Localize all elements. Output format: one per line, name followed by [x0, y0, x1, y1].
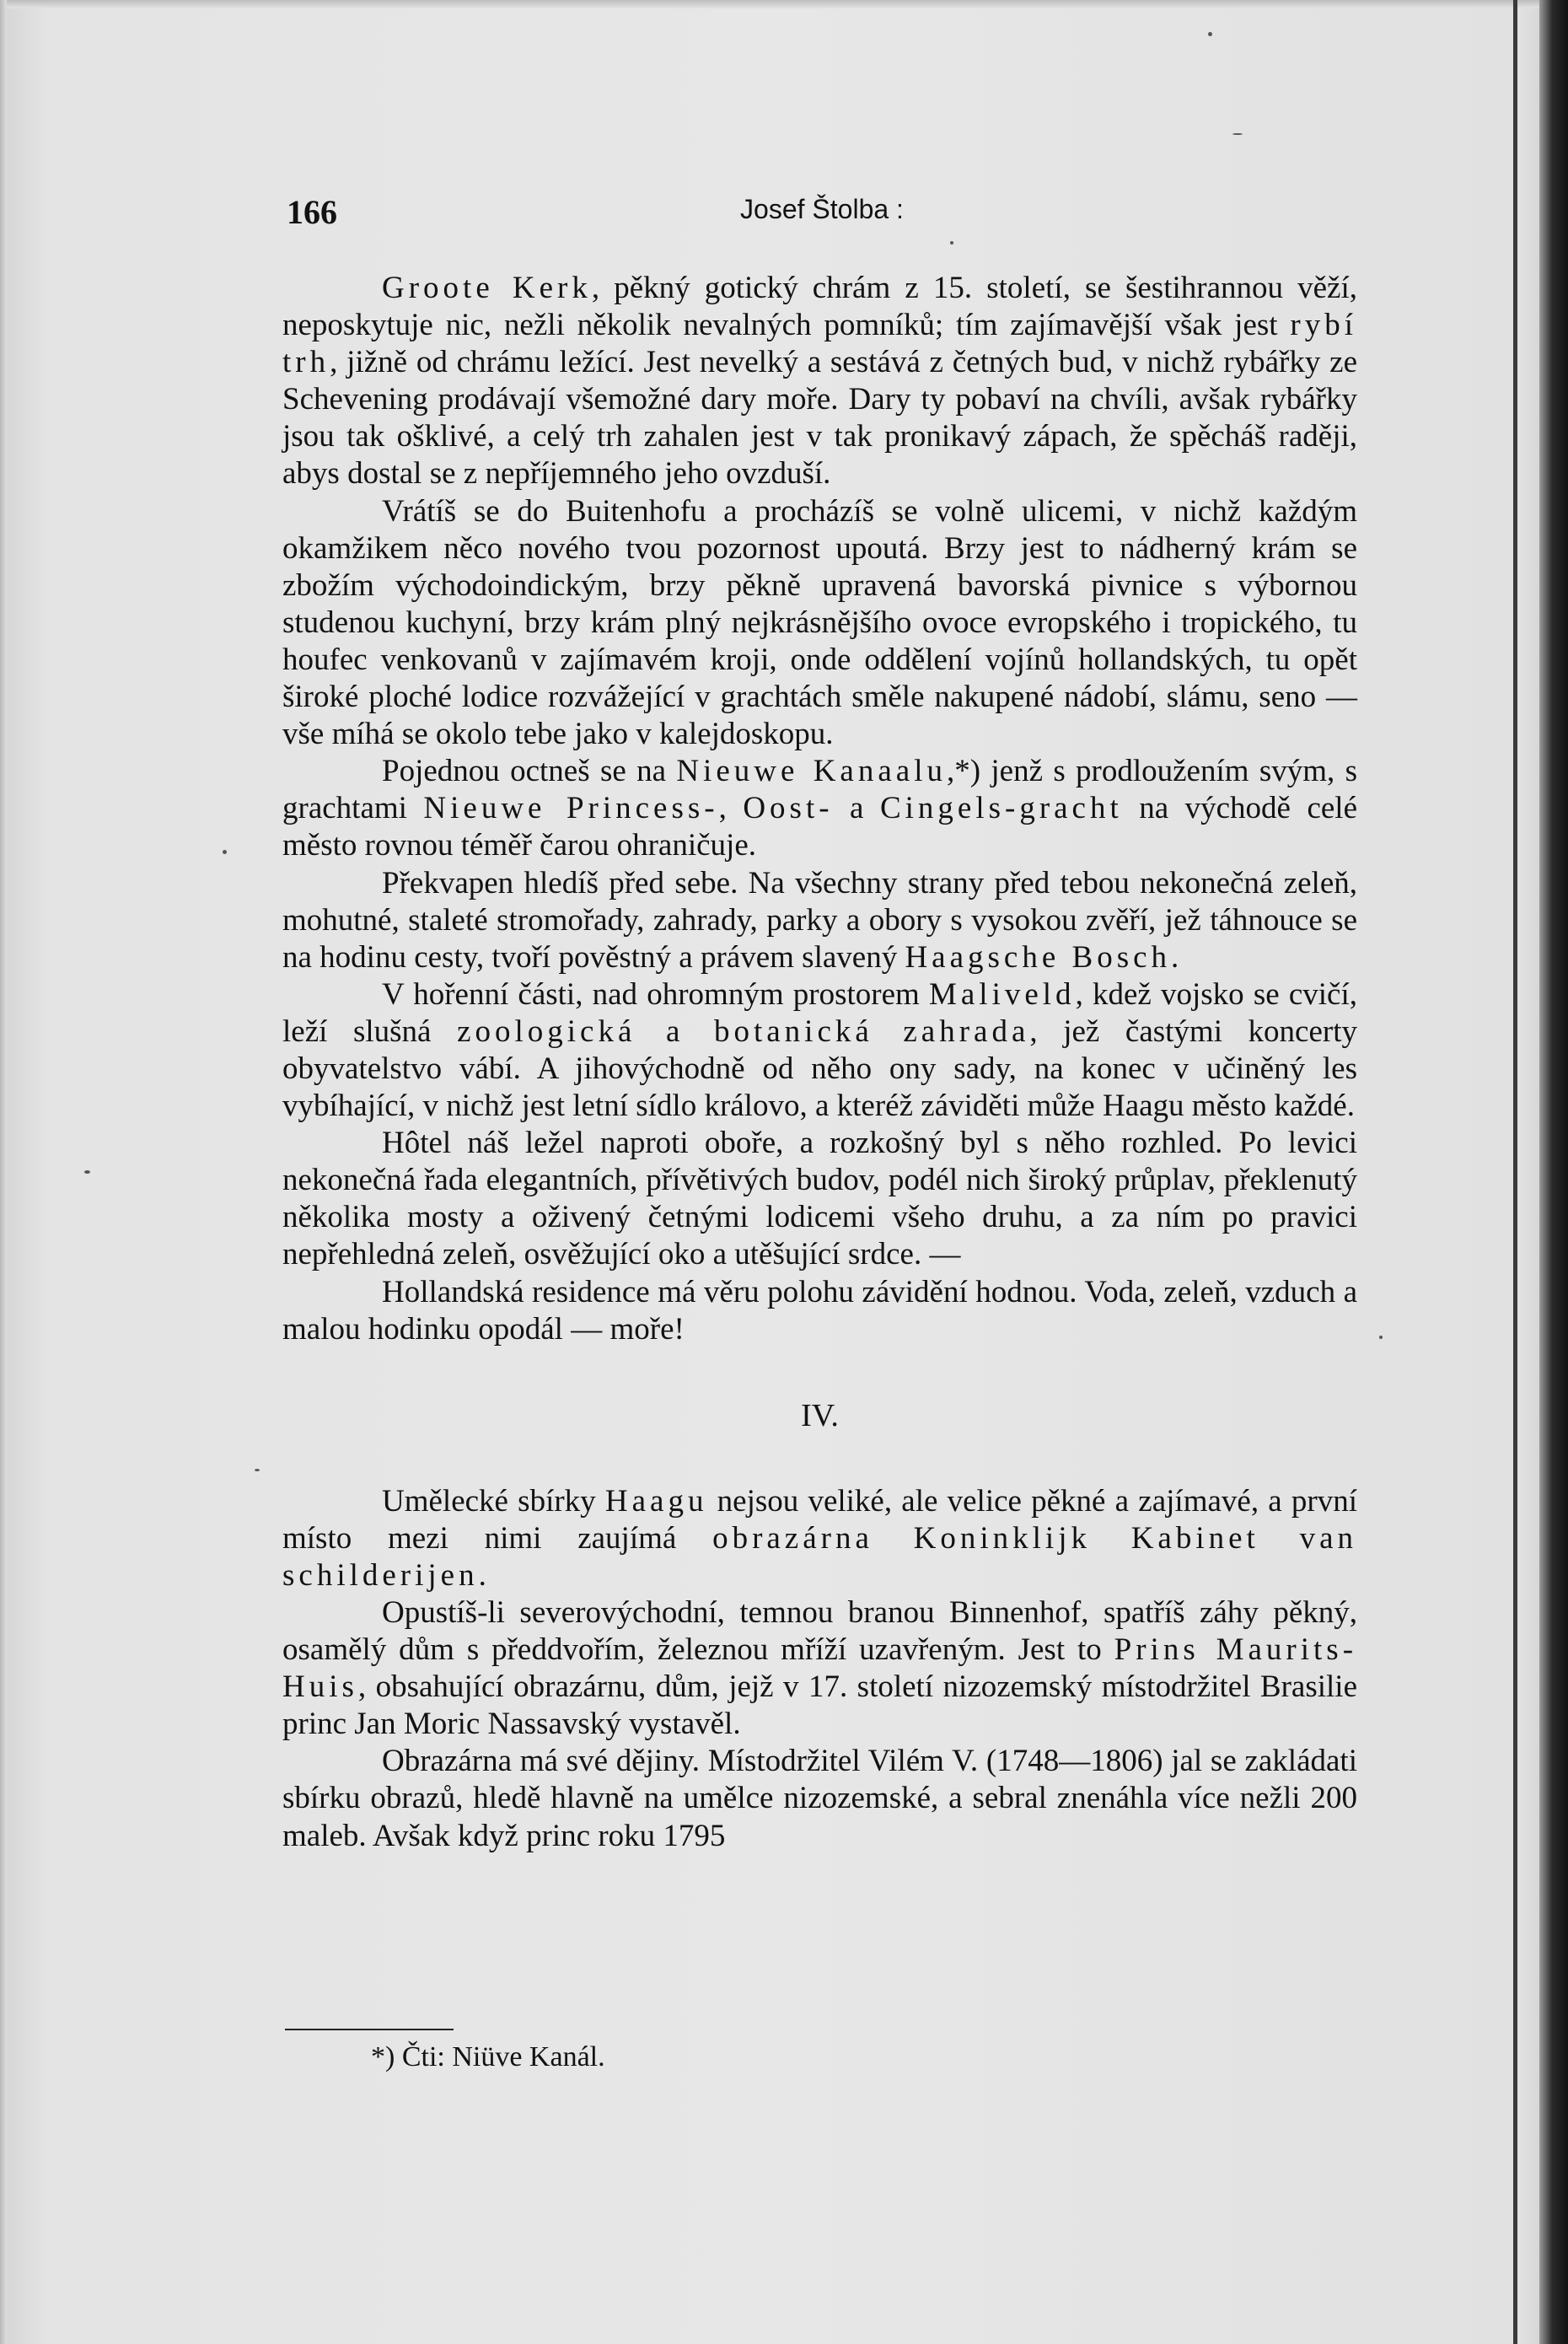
text-run: nejsou veliké, ale velice pěkné a zajímavé, a první místo mezi nimi zaujímá	[282, 1483, 1357, 1556]
paragraph	[282, 976, 1357, 1125]
body-text	[282, 270, 1357, 1855]
text-run: Obrazárna má své dějiny. Místodržitel Vilém V. (1748—1806) jal se zakládati sbírku obrazů, hledě hlavně na umělce nizozemské, a sebral znenáhla více nežli 200 maleb. Avšak když princ roku 1795	[282, 1744, 1357, 1853]
paragraph	[282, 1125, 1357, 1273]
page-left-shadow	[0, 0, 7, 2344]
footnote: *) Čti: Niüve Kanál.	[371, 2041, 605, 2073]
text-run: .	[478, 1557, 486, 1593]
section-numeral: IV.	[801, 1397, 839, 1433]
paragraph	[282, 493, 1357, 754]
text-run: , pěkný gotický chrám z 15. století, se šestihrannou věží, neposkytuje nic, nežli několik nevalných pomníků; tím zajímavější však jest	[282, 271, 1357, 343]
spaced-emphasis: Nieuwe Princess-	[423, 791, 719, 826]
speck	[1208, 32, 1212, 36]
spaced-emphasis: obrazárna Koninklijk Kabinet van schilderijen	[282, 1520, 1358, 1593]
text-run: , kdež vojsko se cvičí, leží slušná	[282, 976, 1357, 1049]
page-header	[287, 192, 1357, 243]
text-run: Pojednou octneš se na	[382, 754, 677, 789]
text-run: .	[1171, 939, 1179, 975]
text-run: Překvapen hledíš před sebe. Na všechny strany před tebou nekonečná zeleň, mohutné, staleté stromořady, zahrady, parky a obory s vysokou zvěří, jež táhnouce se na hodinu cesty, tvoří pověstný a právem slavený	[282, 865, 1357, 975]
spaced-emphasis: Prins Maurits-Huis	[282, 1632, 1358, 1705]
speck	[1379, 1336, 1383, 1339]
text-run: , jižně od chrámu ležící. Jest nevelký a sestává z četných bud, v nichž rybářky ze Schevening prodávají všemožné dary moře. Dary ty pobaví na chvíli, avšak rybářky jsou tak ošklivé, a celý trh zahalen jest v tak pronikavý zápach, že spěcháš raději, abys dostal se z nepříjemného jeho ovzduší.	[282, 345, 1357, 492]
spaced-emphasis: zoologická a botanická zahrada	[457, 1013, 1030, 1049]
text-run: , obsahující obrazárnu, dům, jejž v 17. století nizozemský místodržitel Brasilie princ Jan Moric Nassavský vystavěl.	[282, 1669, 1357, 1742]
text-run: ,	[718, 791, 744, 826]
text-run: Opustíš-li severovýchodní, temnou branou Binnenhof, spatříš záhy pěkný, osamělý dům s předdvořím, železnou mříží uzavřeným. Jest to	[282, 1595, 1357, 1668]
text-run: , jež častými koncerty obyvatelstvo vábí. A jihovýchodně od něho ony sady, na konec v učiněný les vybíhající, v nichž jest letní sídlo královo, a kteréž záviděti může Haagu město každé.	[282, 1013, 1358, 1124]
spaced-emphasis: Haagsche Bosch	[905, 939, 1172, 975]
paragraph	[282, 1483, 1357, 1594]
speck	[223, 850, 227, 854]
text-run: Hôtel náš ležel naproti oboře, a rozkošný byl s něho rozhled. Po levici nekonečná řada elegantních, přívětivých budov, podél nich široký průplav, překlenutý několika mosty a oživený četnými lodicemi všeho druhu, a za ním po pravici nepřehledná zeleň, osvěžující oko a utěšující srdce. —	[282, 1126, 1357, 1272]
text-run: Vrátíš se do Buitenhofu a procházíš se volně ulicemi, v nichž každým okamžikem něco nového tvou pozornost upoutá. Brzy jest to nádherný krám se zbožím východoindickým, brzy pěkně upravená bavorská pivnice s výbornou studenou kuchyní, brzy krám plný nejkrásnějšího ovoce evropského i tropického, tu houfec venkovanů v zajímavém kroji, onde oddělení vojínů hollandských, tu opět široké ploché lodice rozvážející v grachtách směle nakupené nádobí, slámu, seno — vše míhá se okolo tebe jako v kalejdoskopu.	[282, 493, 1357, 752]
speck	[1232, 133, 1243, 135]
paragraph	[282, 1743, 1357, 1854]
speck	[255, 1469, 260, 1471]
spaced-emphasis: Groote Kerk	[382, 271, 592, 305]
paragraph	[282, 1274, 1357, 1348]
spaced-emphasis: rybí trh	[282, 308, 1357, 380]
page-top-shadow	[0, 0, 1568, 8]
text-run: ,*) jenž s prodloužením svým, s grachtami	[282, 754, 1357, 826]
running-head: Josef Štolba :	[740, 194, 904, 224]
footnote-rule	[285, 2029, 454, 2030]
page-right-edge	[1539, 0, 1568, 2344]
paragraph	[282, 270, 1357, 493]
paragraph	[282, 753, 1357, 864]
text-run: a	[833, 791, 880, 826]
page-number: 166	[287, 193, 337, 231]
paragraph-group-section-iv	[282, 1483, 1357, 1855]
spaced-emphasis: Maliveld	[928, 976, 1076, 1012]
text-run: Hollandská residence má věru polohu závidění hodnou. Voda, zeleň, vzduch a malou hodinku opodál — moře!	[282, 1274, 1357, 1347]
spaced-emphasis: Haagu	[604, 1483, 708, 1519]
paragraph	[282, 865, 1357, 976]
speck	[84, 1170, 90, 1174]
text-run: Umělecké sbírky	[382, 1483, 605, 1519]
spaced-emphasis: Oost-	[743, 791, 834, 826]
spaced-emphasis: Cingels-gracht	[879, 791, 1123, 826]
paragraph-group-before-section	[282, 270, 1357, 1348]
paragraph	[282, 1594, 1357, 1743]
text-run: na východě celé město rovnou téměř čarou ohraničuje.	[282, 791, 1357, 863]
page-edge-line	[1513, 0, 1517, 2344]
spaced-emphasis: Nieuwe Kanaalu	[676, 754, 947, 789]
text-run: V hořenní části, nad ohromným prostorem	[382, 976, 929, 1012]
